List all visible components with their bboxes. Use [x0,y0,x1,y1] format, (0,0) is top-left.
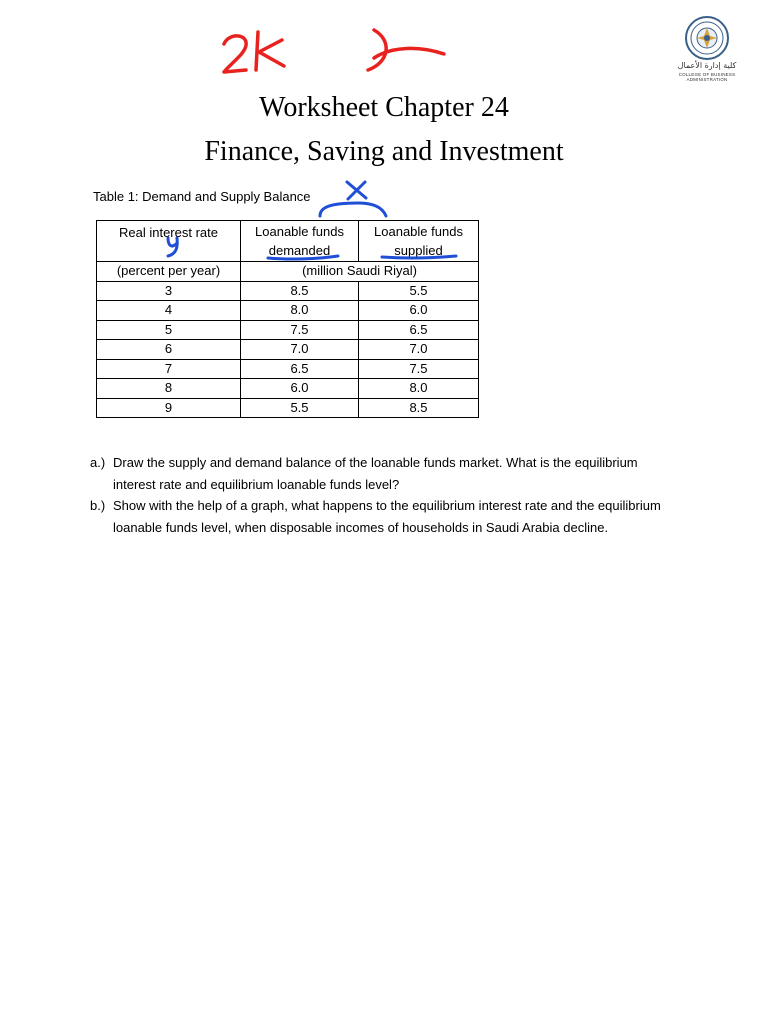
cell-rate: 3 [97,281,241,301]
cell-supplied: 7.0 [359,340,479,360]
table-caption: Table 1: Demand and Supply Balance [93,189,311,204]
cell-supplied: 8.0 [359,379,479,399]
question-a-label: a.) [90,455,106,470]
cell-supplied: 5.5 [359,281,479,301]
cell-rate: 9 [97,398,241,418]
cell-demanded: 6.0 [241,379,359,399]
blue-y-annotation [168,238,177,256]
question-b-text: Show with the help of a graph, what happens to the equilibrium interest rate and the equilibrium loanable funds level, when disposable incomes of households in Saudi Arabia decline. [113,498,661,535]
blue-x-annotation [320,182,386,216]
cell-demanded: 7.0 [241,340,359,360]
cell-rate: 5 [97,320,241,340]
cell-supplied: 8.5 [359,398,479,418]
red-2k-annotation [224,32,284,72]
cell-demanded: 7.5 [241,320,359,340]
cell-rate: 8 [97,379,241,399]
units-rate: (percent per year) [97,262,241,282]
cell-demanded: 6.5 [241,359,359,379]
cell-supplied: 6.5 [359,320,479,340]
cell-supplied: 7.5 [359,359,479,379]
header-real-interest-rate: Real interest rate [97,221,241,262]
red-hook-annotation [368,30,444,70]
question-a-text: Draw the supply and demand balance of the loanable funds market. What is the equilibrium interest rate and equilibrium loanable funds level? [113,455,638,492]
cell-rate: 7 [97,359,241,379]
worksheet-subtitle: Finance, Saving and Investment [204,136,564,167]
cell-demanded: 8.0 [241,301,359,321]
cell-supplied: 6.0 [359,301,479,321]
header-funds-supplied: Loanable funds supplied [359,221,479,262]
question-b-label: b.) [90,498,106,513]
cell-rate: 4 [97,301,241,321]
units-funds: (million Saudi Riyal) [241,262,479,282]
cell-rate: 6 [97,340,241,360]
header-funds-demanded: Loanable funds demanded [241,221,359,262]
cell-demanded: 8.5 [241,281,359,301]
blue-underline-annotations [268,256,456,259]
logo-english-text: COLLEGE OF BUSINESS ADMINISTRATION [678,72,736,82]
cell-demanded: 5.5 [241,398,359,418]
logo-arabic-text: كلية إدارة الأعمال [677,61,737,70]
worksheet-title: Worksheet Chapter 24 [259,92,509,123]
